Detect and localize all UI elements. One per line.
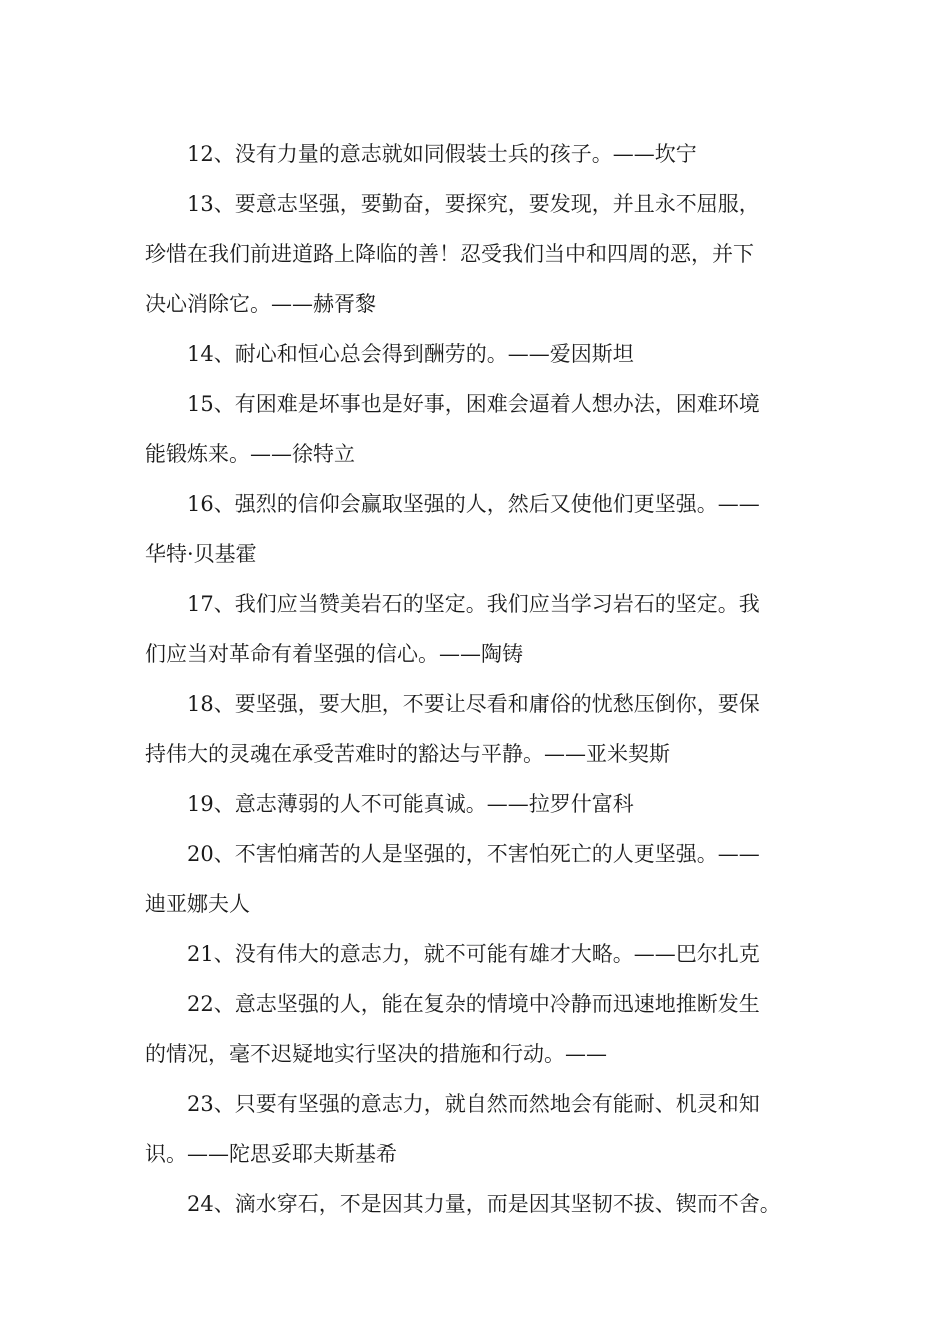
quote-paragraph-12	[145, 129, 825, 179]
text-line: 识。——陀思妥耶夫斯基希	[145, 1142, 397, 1166]
text-line: 19、意志薄弱的人不可能真诚。——拉罗什富科	[187, 792, 634, 816]
text-line: 13、要意志坚强，要勤奋，要探究，要发现，并且永不屈服，	[187, 192, 760, 216]
text-line: 持伟大的灵魂在承受苦难时的豁达与平静。——亚米契斯	[145, 742, 670, 766]
text-line: 15、有困难是坏事也是好事，困难会逼着人想办法，困难环境	[187, 392, 760, 416]
quote-paragraph-15	[145, 379, 825, 479]
quote-list	[145, 129, 825, 1229]
quote-paragraph-14	[145, 329, 825, 379]
text-line: 的情况，毫不迟疑地实行坚决的措施和行动。——	[145, 1042, 607, 1066]
text-line: 迪亚娜夫人	[145, 892, 250, 916]
quote-paragraph-13	[145, 179, 825, 329]
text-line: 24、滴水穿石，不是因其力量，而是因其坚韧不拔、锲而不舍。	[187, 1192, 781, 1216]
quote-paragraph-16	[145, 479, 825, 579]
quote-paragraph-22	[145, 979, 825, 1079]
text-line: 16、强烈的信仰会赢取坚强的人，然后又使他们更坚强。——	[187, 492, 760, 516]
quote-paragraph-23	[145, 1079, 825, 1179]
text-line: 22、意志坚强的人，能在复杂的情境中冷静而迅速地推断发生	[187, 992, 760, 1016]
quote-paragraph-19	[145, 779, 825, 829]
text-line: 华特·贝基霍	[145, 542, 257, 566]
quote-paragraph-18	[145, 679, 825, 779]
text-line: 17、我们应当赞美岩石的坚定。我们应当学习岩石的坚定。我	[187, 592, 760, 616]
text-line: 12、没有力量的意志就如同假装士兵的孩子。——坎宁	[187, 142, 697, 166]
text-line: 能锻炼来。——徐特立	[145, 442, 355, 466]
text-line: 18、要坚强，要大胆，不要让尽看和庸俗的忧愁压倒你，要保	[187, 692, 760, 716]
text-line: 决心消除它。——赫胥黎	[145, 292, 376, 316]
quote-paragraph-20	[145, 829, 825, 929]
quote-paragraph-17	[145, 579, 825, 679]
text-line: 14、耐心和恒心总会得到酬劳的。——爱因斯坦	[187, 342, 634, 366]
quote-paragraph-21	[145, 929, 825, 979]
quote-paragraph-24	[145, 1179, 825, 1229]
text-line: 21、没有伟大的意志力，就不可能有雄才大略。——巴尔扎克	[187, 942, 760, 966]
text-line: 珍惜在我们前进道路上降临的善！忍受我们当中和四周的恶，并下	[145, 242, 754, 266]
text-line: 20、不害怕痛苦的人是坚强的，不害怕死亡的人更坚强。——	[187, 842, 760, 866]
text-line: 23、只要有坚强的意志力，就自然而然地会有能耐、机灵和知	[187, 1092, 760, 1116]
text-line: 们应当对革命有着坚强的信心。——陶铸	[145, 642, 523, 666]
